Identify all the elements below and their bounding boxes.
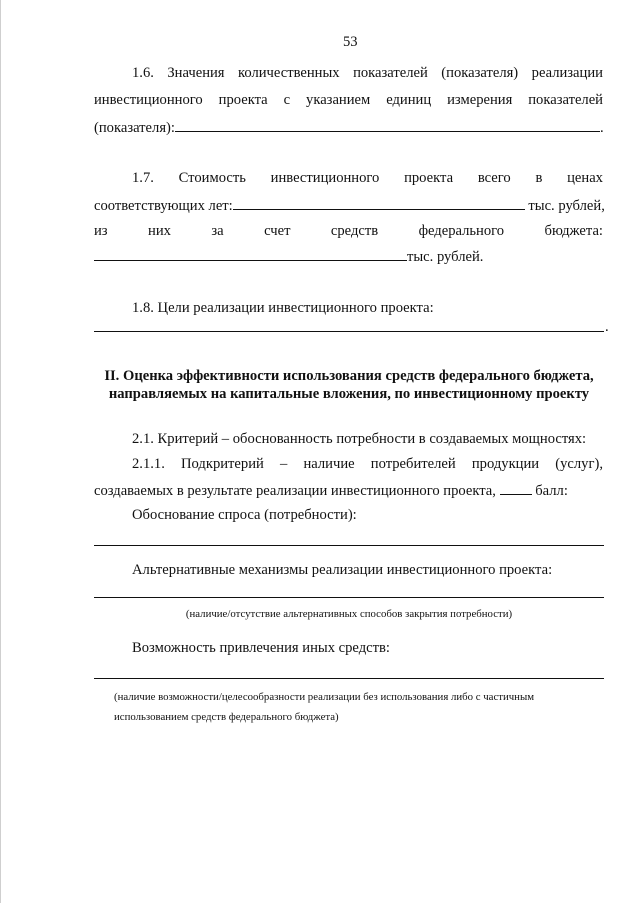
word: Подкритерий [181, 456, 264, 472]
word: потребителей [370, 456, 456, 472]
item-1-8-label: 1.8. Цели реализации инвестиционного проекта: [132, 300, 434, 316]
score-unit: балл: [535, 483, 568, 499]
word: наличие [303, 456, 355, 472]
other-funds-note-line-1: (наличие возможности/целесообразности реализации без использования либо с частичным [114, 691, 535, 703]
word: с [283, 92, 291, 108]
word: средств [330, 223, 379, 239]
item-1-7-line-2 [94, 196, 605, 215]
demand-value-field[interactable] [94, 545, 604, 546]
word: за [211, 223, 224, 239]
word: бюджета: [544, 223, 603, 239]
alternatives-note: (наличие/отсутствие альтернативных способов закрытия потребности) [185, 608, 513, 620]
subcriterion-line-1 [132, 455, 603, 473]
word: реализации [531, 65, 603, 81]
item-1-6-label: (показателя): [94, 120, 175, 136]
word: счет [264, 223, 291, 239]
item-1-6-line-2 [94, 91, 603, 109]
word: продукции [471, 456, 540, 472]
word: проекта [218, 92, 268, 108]
period: . [605, 319, 609, 335]
item-1-7-line-3 [94, 222, 603, 240]
word: единиц [386, 92, 432, 108]
word: измерения [447, 92, 513, 108]
cost-label: соответствующих лет: [94, 198, 233, 214]
word: ценах [567, 170, 603, 186]
subcriterion-text: создаваемых в результате реализации инвестиционного проекта, [94, 483, 496, 499]
federal-budget-unit: тыс. рублей. [407, 249, 484, 265]
period: . [599, 120, 604, 136]
word: – [280, 456, 288, 472]
word: Стоимость [178, 170, 246, 186]
word: (услуг), [555, 456, 603, 472]
score-field[interactable] [500, 481, 532, 495]
demand-label: Обоснование спроса (потребности): [132, 507, 357, 523]
word: 1.6. [132, 65, 154, 81]
word: федерального [418, 223, 505, 239]
word: них [148, 223, 171, 239]
criterion-2-1: 2.1. Критерий – обоснованность потребности в создаваемых мощностях: [132, 431, 587, 447]
other-funds-value-field[interactable] [94, 678, 604, 679]
alternatives-label: Альтернативные механизмы реализации инвестиционного проекта: [132, 562, 553, 578]
section-2-title-line-1: II. Оценка эффективности использования средств федерального бюджета, [104, 368, 594, 384]
item-1-7-line-1 [132, 169, 603, 187]
word: показателей [528, 92, 603, 108]
item-1-6-line-3 [94, 118, 604, 137]
alternatives-value-field[interactable] [94, 597, 604, 598]
word: инвестиционного [94, 92, 203, 108]
other-funds-label: Возможность привлечения иных средств: [132, 640, 390, 656]
federal-budget-field[interactable] [94, 247, 407, 261]
total-cost-field[interactable] [233, 196, 525, 210]
word: количественных [238, 65, 340, 81]
word: 1.7. [132, 170, 154, 186]
word: в [535, 170, 543, 186]
goals-value-field[interactable] [94, 331, 604, 332]
item-1-6-line-1 [132, 64, 603, 82]
indicators-value-field[interactable] [175, 118, 600, 132]
word: Значения [167, 65, 225, 81]
word: показателей [353, 65, 428, 81]
word: 2.1.1. [132, 456, 165, 472]
page-number: 53 [343, 34, 358, 50]
word: указанием [306, 92, 371, 108]
item-1-7-line-4 [94, 247, 483, 266]
word: всего [477, 170, 511, 186]
subcriterion-line-2 [94, 481, 568, 500]
other-funds-note-line-2: использованием средств федерального бюджета) [114, 711, 339, 723]
section-2-title-line-2: направляемых на капитальные вложения, по инвестиционному проекту [108, 386, 590, 402]
word: проекта [404, 170, 454, 186]
word: из [94, 223, 108, 239]
word: инвестиционного [270, 170, 380, 186]
word: (показателя) [441, 65, 519, 81]
cost-unit: тыс. рублей, [528, 198, 605, 214]
